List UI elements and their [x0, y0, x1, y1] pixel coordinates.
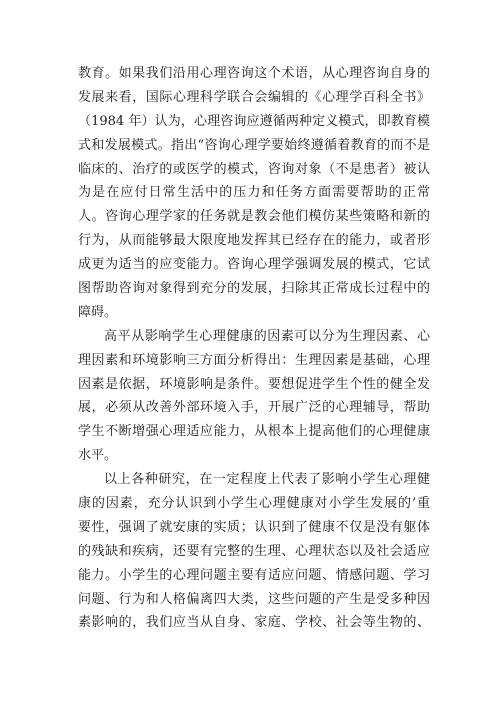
- text-line: 以上各种研究，在一定程度上代表了影响小学生心理健: [104, 472, 430, 488]
- text-line: 理因素和环境影响三方面分析得出：生理因素是基础，心理: [78, 352, 430, 368]
- paragraph-3: [78, 468, 430, 635]
- text-line: 问题、行为和人格偏离四大类，这些问题的产生是受多种因: [78, 591, 430, 607]
- text-line: 高平从影响学生心理健康的因素可以分为生理因素、心: [104, 328, 430, 344]
- text-line: 行为，从而能够最大限度地发挥其已经存在的能力，或者形: [78, 233, 430, 249]
- text-line: 教育。如果我们沿用心理咨询这个术语，从心理咨询自身的: [78, 66, 430, 81]
- text-line: 临床的、治疗的或医学的模式，咨询对象（不是患者）被认: [78, 161, 430, 177]
- text-line: 障碍。: [78, 304, 118, 320]
- paragraph-1: [78, 62, 430, 325]
- text-line: 人。咨询心理学家的任务就是教会他们模仿某些策略和新的: [78, 209, 430, 225]
- text-line: 要性，强调了就安康的实质；认识到了健康不仅是没有躯体: [78, 519, 430, 535]
- text-line: 素影响的，我们应当从自身、家庭、学校、社会等生物的、: [78, 615, 430, 631]
- text-line: 水平。: [78, 448, 118, 464]
- text-line: 发展来看，国际心理科学联合会编辑的《心理学百科全书》: [78, 89, 430, 105]
- text-line: 成更为适当的应变能力。咨询心理学强调发展的模式，它试: [78, 257, 430, 273]
- text-line: 能力。小学生的心理问题主要有适应问题、情感问题、学习: [78, 567, 430, 583]
- paragraph-2: [78, 325, 430, 468]
- text-line: 的残缺和疾病，还要有完整的生理、心理状态以及社会适应: [78, 543, 430, 559]
- text-line: （1984 年）认为，心理咨询应遵循两种定义模式，即教育模: [78, 113, 430, 129]
- text-line: 因素是依据，环境影响是条件。要想促进学生个性的健全发: [78, 376, 430, 392]
- text-line: 学生不断增强心理适应能力，从根本上提高他们的心理健康: [78, 424, 430, 440]
- text-line: 图帮助咨询对象得到充分的发展，扫除其正常成长过程中的: [78, 281, 430, 297]
- text-line: 式和发展模式。指出“咨询心理学要始终遵循着教育的而不是: [78, 137, 430, 153]
- text-line: 康的因素，充分认识到小学生心理健康对小学生发展的’重: [78, 496, 430, 512]
- text-line: 展，必须从改善外部环境入手，开展广泛的心理辅导，帮助: [78, 400, 430, 416]
- document-body: [78, 62, 430, 635]
- text-line: 为是在应付日常生活中的压力和任务方面需要帮助的正常: [78, 185, 430, 201]
